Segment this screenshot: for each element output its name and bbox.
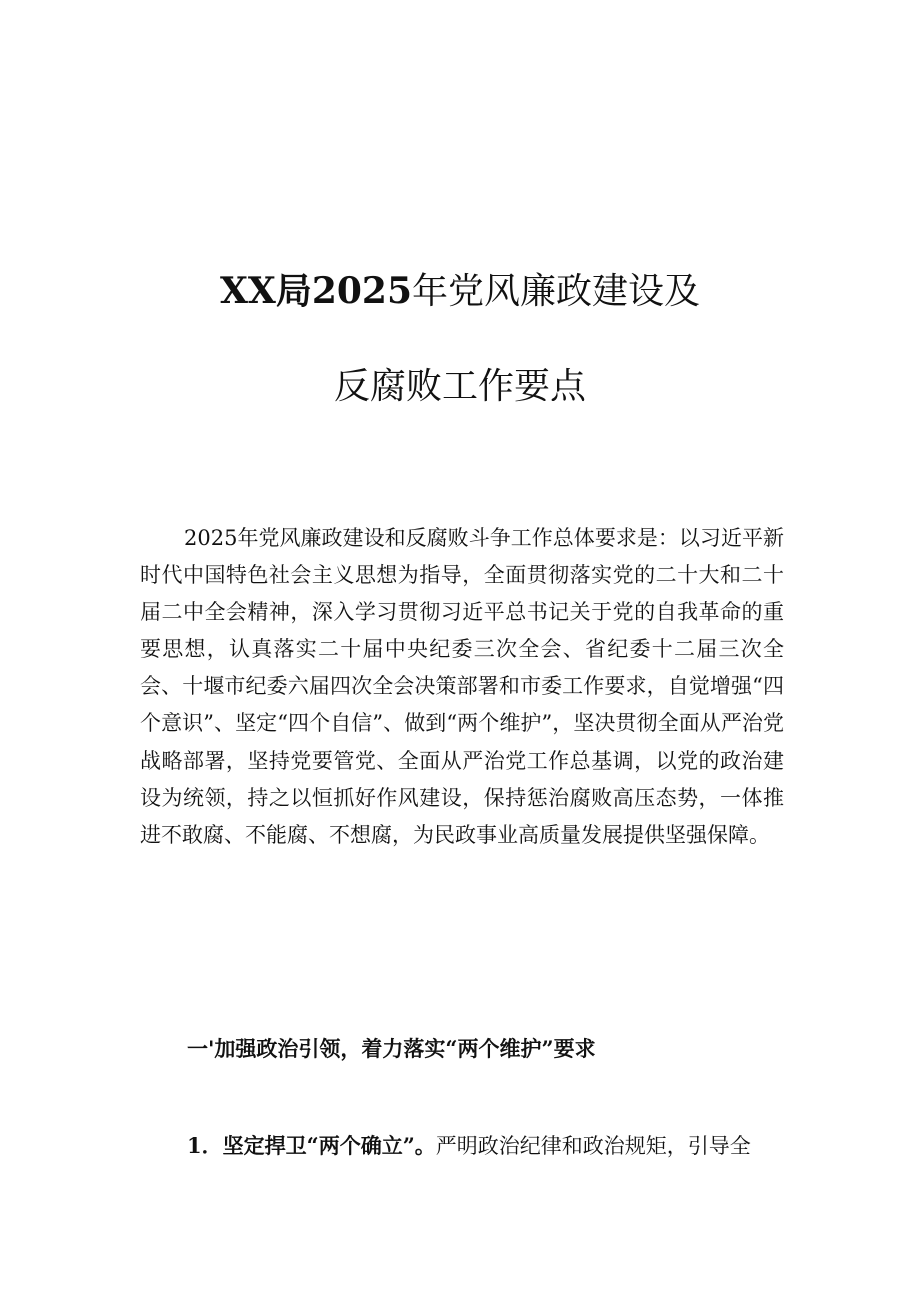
section-1-heading: 一'加强政治引领，着力落实“两个维护”要求 — [187, 1036, 596, 1061]
document-title-line-2: 反腐败工作要点 — [333, 366, 586, 407]
intro-paragraph: 2025年党风廉政建设和反腐败斗争工作总体要求是：以习近平新时代中国特色社会主义思想为指导，全面贯彻落实党的二十大和二十届二中全会精神，深入学习贯彻习近平总书记关于党的自我革命的重要思想，认真落实二十届中央纪委三次全会、省纪委十二届三次全会、十堰市纪委六届四次全会决策部署和市委工作要求，自觉增强“四个意识”、坚定“四个自信”、做到“两个维护”，坚决贯彻全面从严治党战略部署，坚持党要管党、全面从严治党工作总基调，以党的政治建设为统领，持之以恒抓好作风建设，保持惩治腐败高压态势，一体推进不敢腐、不能腐、不想腐，为民政事业高质量发展提供坚强保障。 — [140, 526, 784, 847]
item-1-text: 严明政治纪律和政治规矩，引导全 — [435, 1134, 751, 1158]
document-title-line-1 — [0, 269, 920, 314]
item-1-title: 1．坚定捍卫“两个确立”。 — [187, 1133, 436, 1158]
item-1 — [187, 1128, 784, 1164]
title-suffix: 年党风廉政建设及 — [412, 271, 701, 312]
title-prefix: XX局2025 — [219, 270, 413, 312]
